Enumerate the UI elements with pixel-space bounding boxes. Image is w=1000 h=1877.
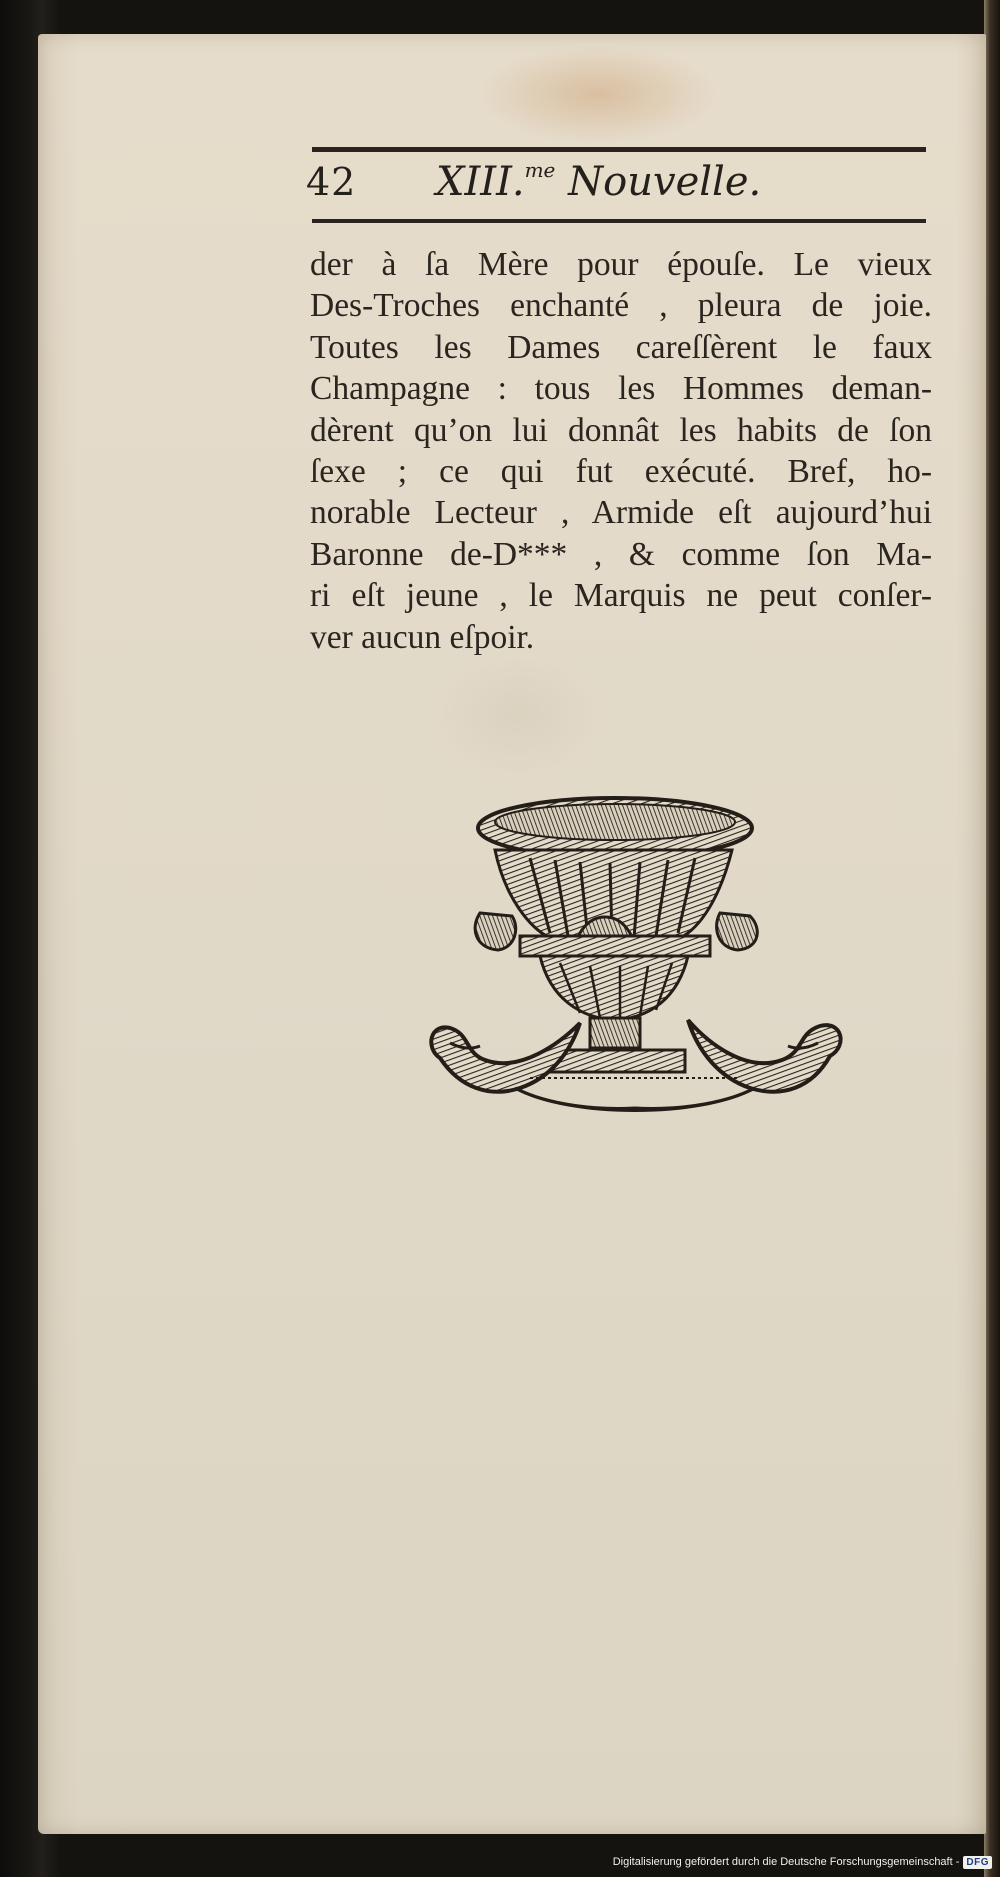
text-line: Toutes les Dames careſſèrent le faux (310, 328, 932, 366)
running-head (306, 158, 926, 218)
running-title-superscript: me (524, 158, 556, 182)
credit-text: Digitalisierung gefördert durch die Deutsche Forschungsgemeinschaft - (612, 1856, 960, 1868)
text-line: Des-Troches enchanté , pleura de joie. (310, 287, 932, 325)
header-rule-top (312, 147, 926, 152)
running-title-word: Nouvelle. (555, 159, 762, 205)
dfg-logo: DFG (963, 1856, 992, 1869)
text-line: norable Lecteur , Armide eſt aujourd’hui (310, 494, 932, 532)
page-number: 42 (306, 160, 357, 204)
text-line: Baronne de-D*** , & comme ſon Ma- (310, 535, 932, 573)
header-rule-bottom (312, 219, 926, 223)
text-line: ver aucun eſpoir. (310, 618, 535, 656)
text-line: Champagne : tous les Hommes deman- (310, 370, 932, 408)
book-spine-edge (984, 0, 1000, 1877)
running-title-numeral: XIII. (436, 159, 525, 205)
text-line: der à ſa Mère pour épouſe. Le vieux (310, 246, 932, 283)
text-line: ſexe ; ce qui fut exécuté. Bref, ho- (310, 452, 932, 490)
text-line: dèrent qu’on lui donnât les habits de ſon (310, 411, 932, 449)
digitization-credit (613, 1851, 992, 1873)
text-line: ri eſt jeune , le Marquis ne peut conſer- (310, 577, 932, 615)
running-title (436, 158, 761, 205)
body-text (310, 244, 932, 658)
urn-vignette-icon (420, 788, 848, 1138)
